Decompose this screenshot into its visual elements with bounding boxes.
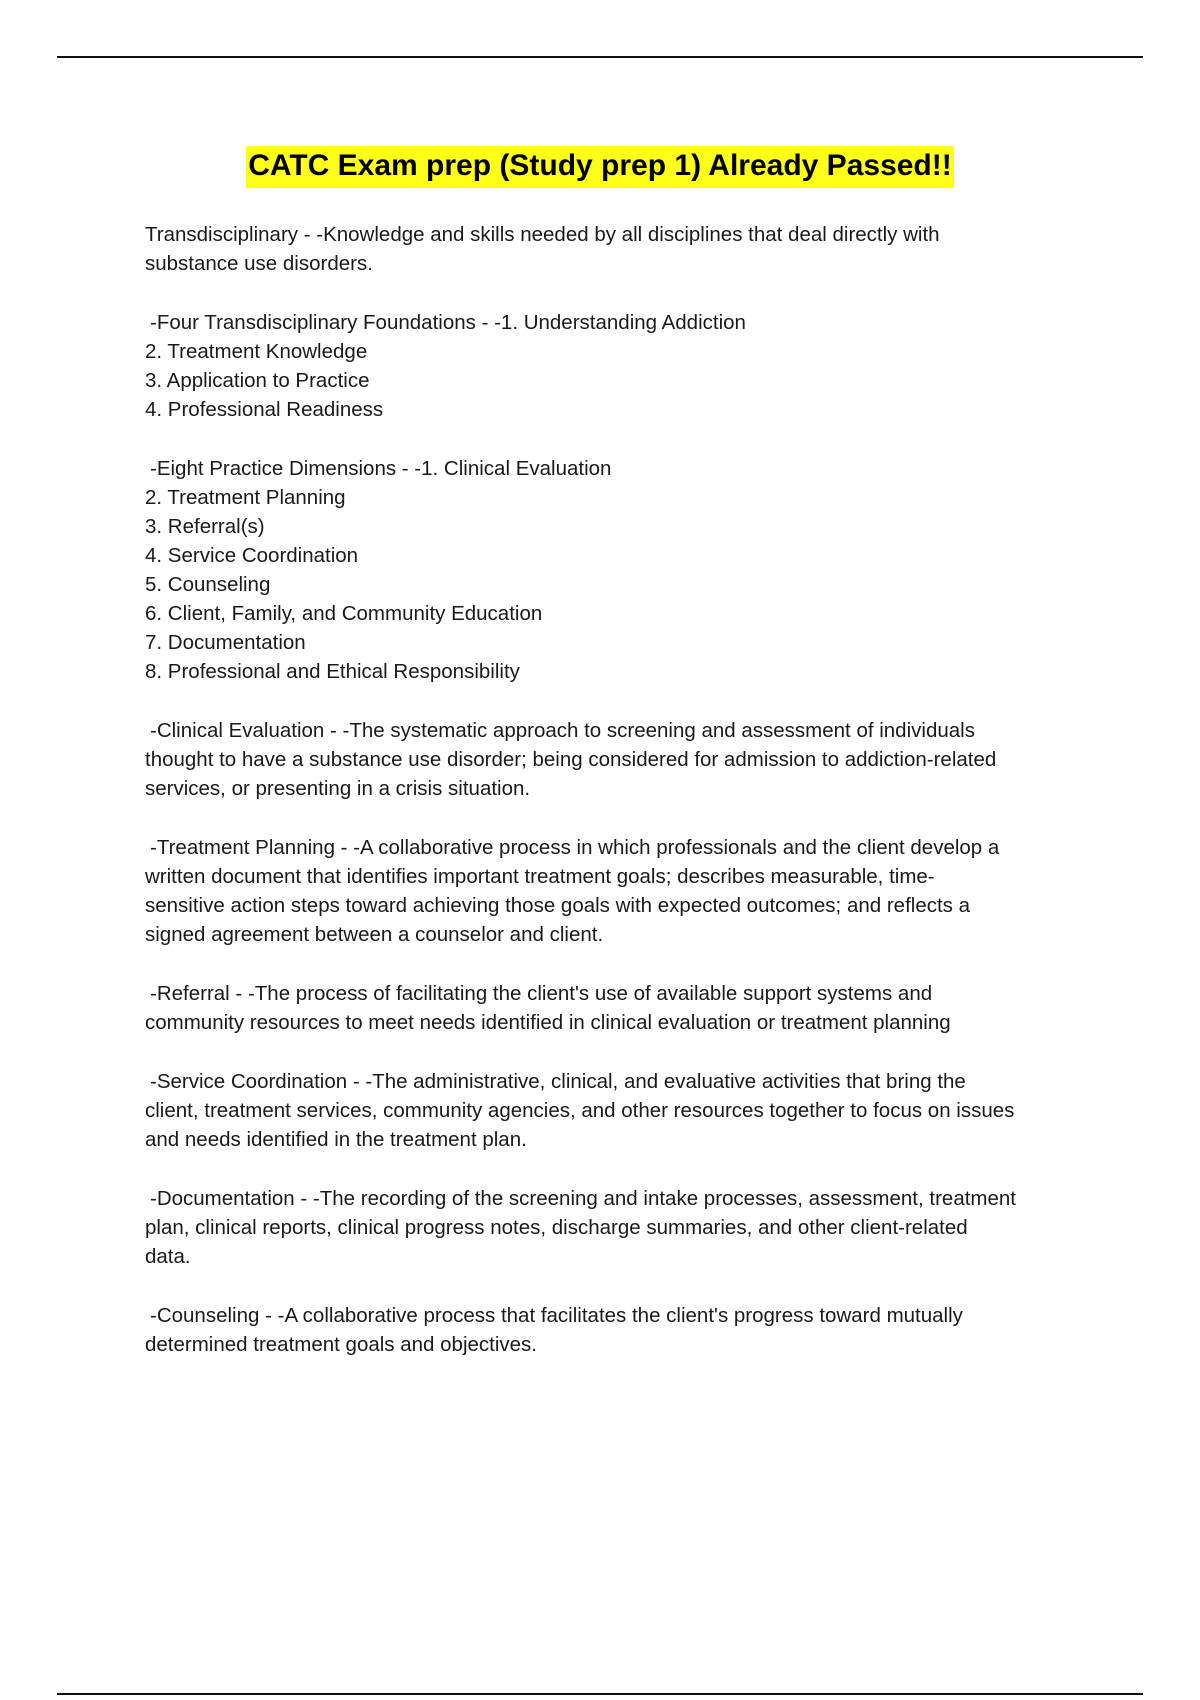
- list-item: 2. Treatment Knowledge: [145, 340, 368, 363]
- entry-line: -Four Transdisciplinary Foundations - -1. Understanding Addiction: [150, 311, 746, 334]
- entry-counseling: [145, 1301, 1095, 1359]
- entry-service-coordination: [145, 1067, 1095, 1154]
- list-item: 3. Application to Practice: [145, 369, 370, 392]
- entry-line: thought to have a substance use disorder; being considered for admission to addiction-related: [145, 748, 997, 771]
- entry-line: -Referral - -The process of facilitating the client's use of available support systems and: [150, 982, 933, 1005]
- entry-line: services, or presenting in a crisis situation.: [145, 777, 531, 800]
- entry-line: substance use disorders.: [145, 252, 373, 275]
- entry-transdisciplinary: [145, 220, 1095, 278]
- entry-treatment-planning: [145, 833, 1095, 949]
- entry-four-foundations: [145, 308, 1095, 424]
- entry-line: Transdisciplinary - -Knowledge and skills needed by all disciplines that deal directly with: [145, 223, 940, 246]
- list-item: 7. Documentation: [145, 631, 306, 654]
- document-title: CATC Exam prep (Study prep 1) Already Passed!!: [246, 146, 954, 188]
- document-body: [145, 220, 1095, 1389]
- list-item: 6. Client, Family, and Community Education: [145, 602, 543, 625]
- entry-line: -Counseling - -A collaborative process that facilitates the client's progress toward mutually: [150, 1304, 963, 1327]
- entry-line: plan, clinical reports, clinical progress notes, discharge summaries, and other client-related: [145, 1216, 968, 1239]
- list-item: 5. Counseling: [145, 573, 271, 596]
- entry-line: -Service Coordination - -The administrative, clinical, and evaluative activities that bring the: [150, 1070, 966, 1093]
- entry-line: written document that identifies important treatment goals; describes measurable, time-: [145, 865, 935, 888]
- entry-line: sensitive action steps toward achieving those goals with expected outcomes; and reflects a: [145, 894, 971, 917]
- footer-rule: [57, 1693, 1143, 1695]
- list-item: 4. Professional Readiness: [145, 398, 384, 421]
- entry-clinical-evaluation: [145, 716, 1095, 803]
- entry-line: -Treatment Planning - -A collaborative process in which professionals and the client develop a: [150, 836, 1000, 859]
- entry-line: community resources to meet needs identified in clinical evaluation or treatment planning: [145, 1011, 951, 1034]
- list-item: 3. Referral(s): [145, 515, 265, 538]
- list-item: 2. Treatment Planning: [145, 486, 346, 509]
- entry-line: -Clinical Evaluation - -The systematic approach to screening and assessment of individuals: [150, 719, 975, 742]
- entry-line: data.: [145, 1245, 191, 1268]
- header-rule: [57, 56, 1143, 58]
- entry-line: signed agreement between a counselor and client.: [145, 923, 604, 946]
- entry-referral: [145, 979, 1095, 1037]
- entry-line: -Documentation - -The recording of the screening and intake processes, assessment, treatment: [150, 1187, 1016, 1210]
- title-block: [0, 146, 1200, 188]
- list-item: 4. Service Coordination: [145, 544, 359, 567]
- list-item: 8. Professional and Ethical Responsibility: [145, 660, 520, 683]
- entry-eight-dimensions: [145, 454, 1095, 686]
- entry-documentation: [145, 1184, 1095, 1271]
- entry-line: client, treatment services, community agencies, and other resources together to focus on issues: [145, 1099, 1015, 1122]
- entry-line: and needs identified in the treatment plan.: [145, 1128, 527, 1151]
- entry-line: -Eight Practice Dimensions - -1. Clinical Evaluation: [150, 457, 612, 480]
- entry-line: determined treatment goals and objectives.: [145, 1333, 538, 1356]
